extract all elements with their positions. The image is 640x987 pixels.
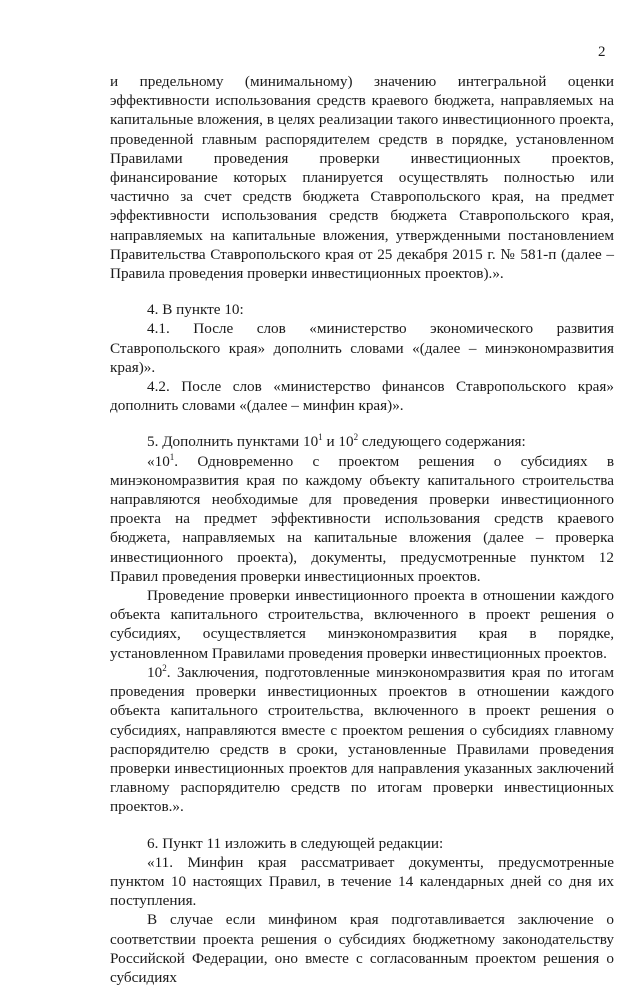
paragraph-item-11: «11. Минфин края рассматривает документы, предусмотренные пунктом 10 настоящих Правил, в течение 14 календарных дней со дня их поступления.: [110, 853, 614, 910]
paragraph-item-4-1: 4.1. После слов «министерство экономического развития Ставропольского края» дополнить словами «(далее – минэкономразвития края)».: [110, 320, 614, 376]
document-body: [110, 72, 614, 987]
paragraph-item-10-1: «$10^1$. Одновременно с проектом решения о субсидиях в минэкономразвития края по каждому объекту капитального строительства направляются необходимые для проведения проверки инвестиционного проекта на предмет эффективности использования средств краевого бюджета, направляемых на капитальные вложения (далее – проверка инвестиционного проекта), документы, предусмотренные пунктом 12 Правил проведения проверки инвестиционных проектов.: [110, 451, 614, 585]
paragraph-item-5: 5. Дополнить пунктами $10^1$ и $10^2$ следующего содержания:: [147, 432, 526, 451]
page-number: 2: [598, 44, 606, 60]
paragraph-conclusion: В случае если минфином края подготавливается заключение о соответствии проекта решения о субсидиях бюджетному законодательству Российской Федерации, оно вместе с согласованным проектом решения о субсидиях: [110, 911, 614, 986]
paragraph-continuation: и предельному (минимальному) значению интегральной оценки эффективности использования средств краевого бюджета, направляемых на капитальные вложения, в целях реализации такого инвестиционного проекта, проведенной главным распорядителем средств в порядке, установленном Правилами проведения проверки инвестиционных проектов, финансирование которых планируется осуществлять полностью или частично за счет средств бюджета Ставропольского края, на предмет эффективности использования средств бюджета Ставропольского края, направляемых на капитальные вложения, утвержденными постановлением Правительства Ставропольского края от 25 декабря 2015 г. № 581-п (далее – Правила проведения проверки инвестиционных проектов).».: [110, 73, 614, 283]
paragraph-item-4-2: 4.2. После слов «министерство финансов Ставропольского края» дополнить словами «(далее – минфин края)».: [110, 378, 614, 415]
paragraph-item-4: 4. В пункте 10:: [147, 301, 244, 319]
paragraph-item-10-2: $10^2$. Заключения, подготовленные минэкономразвития края по итогам проведения проверки инвестиционных проектов в отношении каждого объекта капитального строительства, включенного в проект решения о субсидиях, направляются вместе с проектом решения о субсидиях главному распорядителю средств в сроки, установленные Правилами проведения проверки инвестиционных проектов для направления указанных заключений главному распорядителю средств по итогам проверки инвестиционных проектов.».: [110, 662, 614, 816]
paragraph-item-6: 6. Пункт 11 изложить в следующей редакции:: [147, 834, 444, 852]
paragraph-inspection: Проведение проверки инвестиционного проекта в отношении каждого объекта капитального строительства, включенного в проект решения о субсидиях, осуществляется минэкономразвития края в порядке, установленном Правилами проведения проверки инвестиционных проектов.: [110, 587, 614, 662]
